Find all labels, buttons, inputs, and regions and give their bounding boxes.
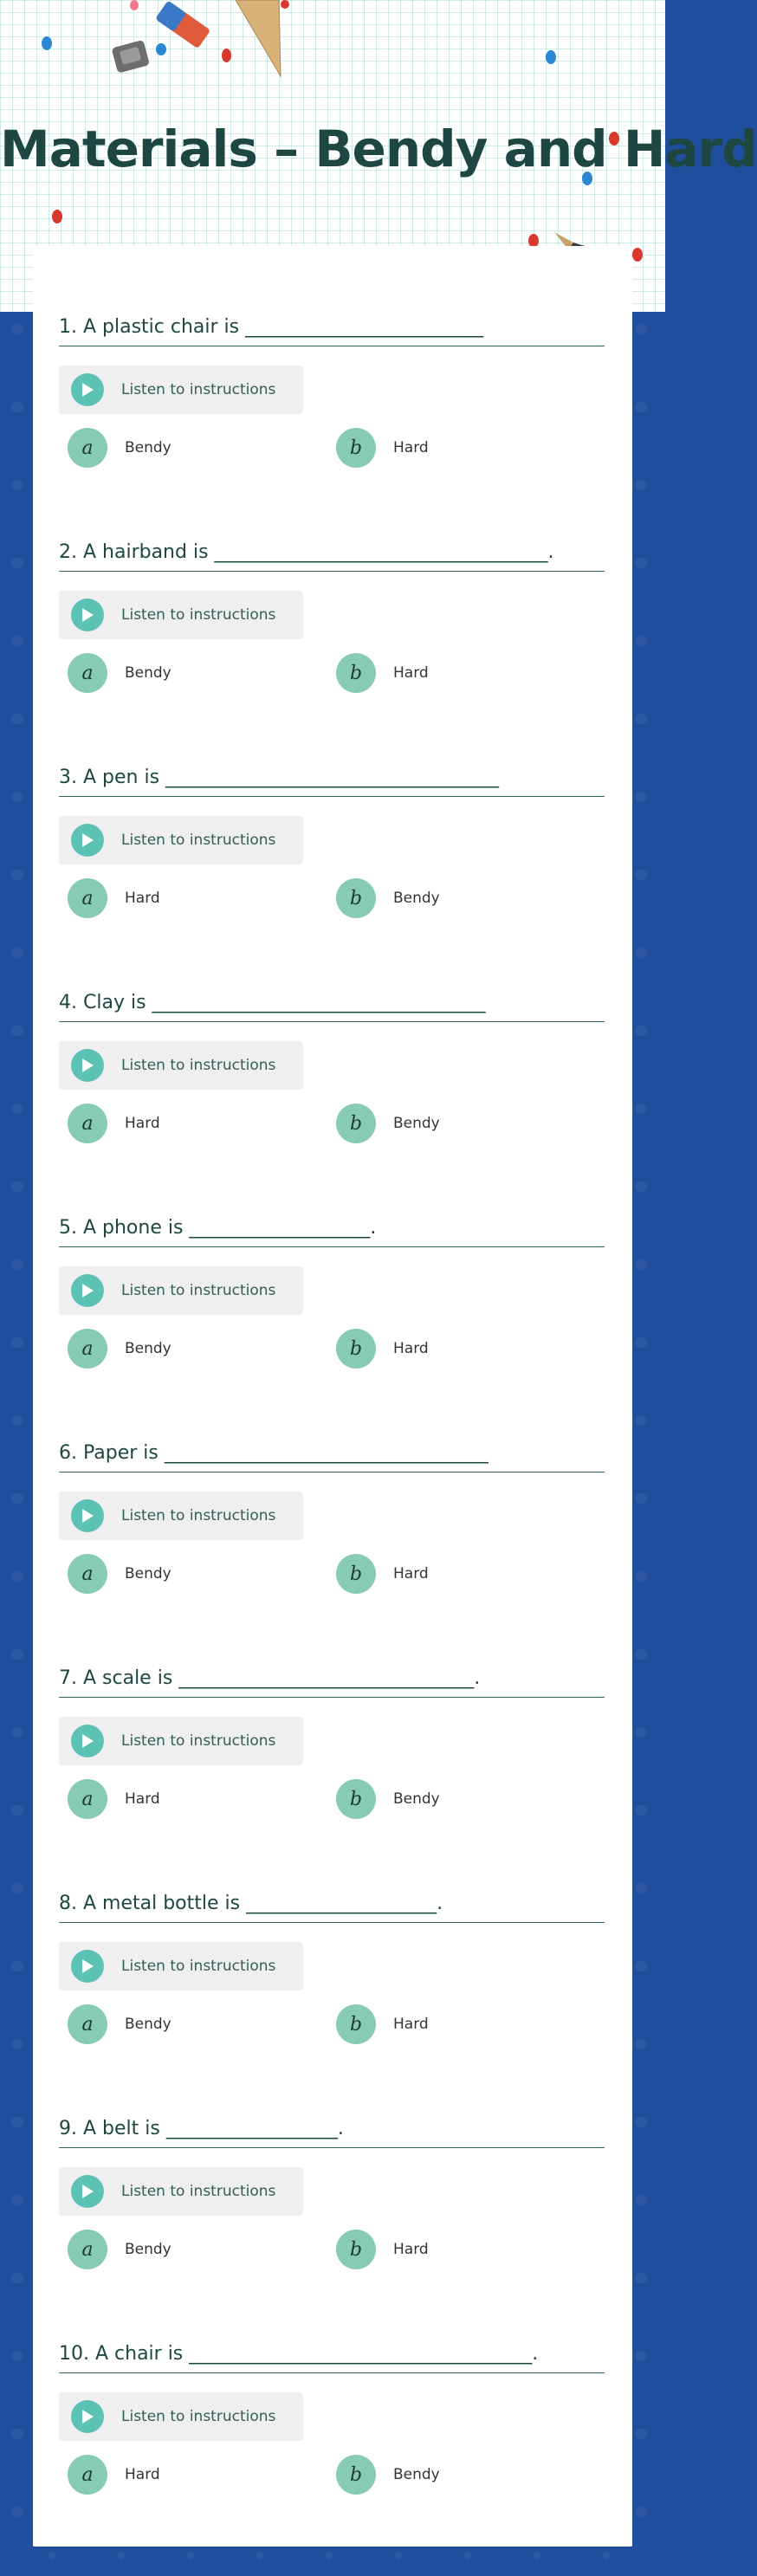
question-text: 10. A chair is ____________________________________.	[59, 2342, 605, 2373]
option-b[interactable]	[336, 653, 429, 693]
listen-button[interactable]	[59, 366, 303, 414]
option-letter-badge: a	[68, 653, 107, 693]
listen-label: Listen to instructions	[121, 1958, 276, 1975]
play-icon[interactable]	[71, 373, 104, 406]
question-8	[59, 1892, 605, 2117]
option-letter-badge: a	[68, 2230, 107, 2269]
answer-options	[59, 1329, 605, 1377]
confetti-dot	[222, 49, 231, 62]
option-letter-badge: b	[336, 2004, 376, 2044]
answer-options	[59, 428, 605, 476]
option-letter-badge: a	[68, 1779, 107, 1819]
option-a[interactable]	[68, 2004, 171, 2044]
confetti-dot	[156, 43, 166, 55]
option-b[interactable]	[336, 1104, 440, 1143]
question-text: 5. A phone is ___________________.	[59, 1216, 605, 1247]
worksheet	[33, 246, 632, 2547]
option-letter-badge: a	[68, 428, 107, 468]
option-b[interactable]	[336, 1554, 429, 1594]
question-1	[59, 315, 605, 540]
option-letter-badge: b	[336, 2230, 376, 2269]
question-text: 9. A belt is __________________.	[59, 2117, 605, 2148]
play-icon[interactable]	[71, 824, 104, 857]
play-icon[interactable]	[71, 1274, 104, 1307]
option-label: Bendy	[125, 2016, 171, 2033]
option-b[interactable]	[336, 1329, 429, 1369]
answer-options	[59, 653, 605, 702]
question-text: 3. A pen is ___________________________________	[59, 766, 605, 797]
listen-button[interactable]	[59, 1717, 303, 1765]
option-letter-badge: a	[68, 1329, 107, 1369]
play-icon[interactable]	[71, 1049, 104, 1082]
question-text: 8. A metal bottle is ____________________.	[59, 1892, 605, 1923]
option-b[interactable]	[336, 1779, 440, 1819]
option-letter-badge: b	[336, 878, 376, 918]
listen-label: Listen to instructions	[121, 1057, 276, 1074]
option-letter-badge: a	[68, 1554, 107, 1594]
option-a[interactable]	[68, 428, 171, 468]
option-letter-badge: b	[336, 653, 376, 693]
option-label: Bendy	[393, 890, 440, 907]
option-letter-badge: b	[336, 1779, 376, 1819]
ruler-icon	[227, 0, 288, 78]
option-label: Hard	[125, 2466, 160, 2483]
option-label: Bendy	[393, 1790, 440, 1808]
confetti-dot	[52, 210, 62, 223]
option-a[interactable]	[68, 653, 171, 693]
question-3	[59, 766, 605, 991]
answer-options	[59, 1554, 605, 1602]
question-6	[59, 1441, 605, 1667]
confetti-dot	[632, 248, 643, 262]
option-label: Hard	[125, 1790, 160, 1808]
option-letter-badge: b	[336, 1104, 376, 1143]
option-letter-badge: b	[336, 2455, 376, 2495]
answer-options	[59, 1779, 605, 1828]
play-icon[interactable]	[71, 1499, 104, 1532]
option-b[interactable]	[336, 428, 429, 468]
option-label: Hard	[393, 1565, 429, 1582]
option-label: Bendy	[125, 2241, 171, 2258]
option-letter-badge: a	[68, 878, 107, 918]
option-b[interactable]	[336, 2455, 440, 2495]
answer-options	[59, 2455, 605, 2503]
confetti-dot	[281, 0, 289, 9]
option-b[interactable]	[336, 2230, 429, 2269]
option-label: Hard	[393, 2241, 429, 2258]
option-a[interactable]	[68, 1779, 160, 1819]
option-label: Bendy	[125, 1340, 171, 1357]
option-a[interactable]	[68, 1329, 171, 1369]
option-b[interactable]	[336, 878, 440, 918]
answer-options	[59, 2230, 605, 2278]
listen-label: Listen to instructions	[121, 832, 276, 849]
question-2	[59, 540, 605, 766]
answer-options	[59, 2004, 605, 2053]
question-10	[59, 2342, 605, 2567]
page-title: Materials – Bendy and Hard	[0, 120, 757, 178]
option-letter-badge: b	[336, 428, 376, 468]
question-9	[59, 2117, 605, 2342]
option-a[interactable]	[68, 878, 160, 918]
listen-label: Listen to instructions	[121, 606, 276, 624]
listen-button[interactable]	[59, 1266, 303, 1315]
question-text: 6. Paper is __________________________________	[59, 1441, 605, 1472]
listen-button[interactable]	[59, 1492, 303, 1540]
answer-options	[59, 878, 605, 927]
listen-label: Listen to instructions	[121, 381, 276, 398]
listen-label: Listen to instructions	[121, 2408, 276, 2425]
listen-label: Listen to instructions	[121, 1507, 276, 1524]
option-label: Bendy	[393, 2466, 440, 2483]
question-5	[59, 1216, 605, 1441]
option-a[interactable]	[68, 1104, 160, 1143]
question-4	[59, 991, 605, 1216]
confetti-dot	[42, 36, 52, 50]
option-label: Hard	[393, 1340, 429, 1357]
option-label: Bendy	[125, 439, 171, 456]
option-label: Hard	[125, 890, 160, 907]
listen-button[interactable]	[59, 591, 303, 639]
option-letter-badge: b	[336, 1329, 376, 1369]
option-label: Bendy	[125, 664, 171, 682]
listen-button[interactable]	[59, 2392, 303, 2441]
option-label: Hard	[393, 664, 429, 682]
option-letter-badge: b	[336, 1554, 376, 1594]
question-7	[59, 1667, 605, 1892]
option-label: Hard	[125, 1115, 160, 1132]
sharpener-icon	[111, 38, 152, 76]
option-label: Hard	[393, 439, 429, 456]
play-icon[interactable]	[71, 1725, 104, 1757]
option-label: Hard	[393, 2016, 429, 2033]
option-a[interactable]	[68, 1554, 171, 1594]
play-icon[interactable]	[71, 2400, 104, 2433]
listen-button[interactable]	[59, 816, 303, 864]
question-text: 1. A plastic chair is _________________________	[59, 315, 605, 346]
option-letter-badge: a	[68, 2004, 107, 2044]
listen-button[interactable]	[59, 1041, 303, 1090]
answer-options	[59, 1104, 605, 1152]
listen-label: Listen to instructions	[121, 2183, 276, 2200]
listen-label: Listen to instructions	[121, 1732, 276, 1750]
confetti-dot	[546, 50, 556, 64]
option-a[interactable]	[68, 2455, 160, 2495]
option-letter-badge: a	[68, 2455, 107, 2495]
play-icon[interactable]	[71, 1950, 104, 1983]
listen-label: Listen to instructions	[121, 1282, 276, 1299]
option-a[interactable]	[68, 2230, 171, 2269]
listen-button[interactable]	[59, 1942, 303, 1990]
play-icon[interactable]	[71, 2175, 104, 2208]
question-text: 4. Clay is ___________________________________	[59, 991, 605, 1022]
option-label: Bendy	[393, 1115, 440, 1132]
listen-button[interactable]	[59, 2167, 303, 2216]
question-text: 7. A scale is _______________________________.	[59, 1667, 605, 1698]
option-letter-badge: a	[68, 1104, 107, 1143]
option-b[interactable]	[336, 2004, 429, 2044]
play-icon[interactable]	[71, 599, 104, 631]
option-label: Bendy	[125, 1565, 171, 1582]
question-text: 2. A hairband is ___________________________________.	[59, 540, 605, 572]
confetti-dot	[130, 0, 139, 10]
